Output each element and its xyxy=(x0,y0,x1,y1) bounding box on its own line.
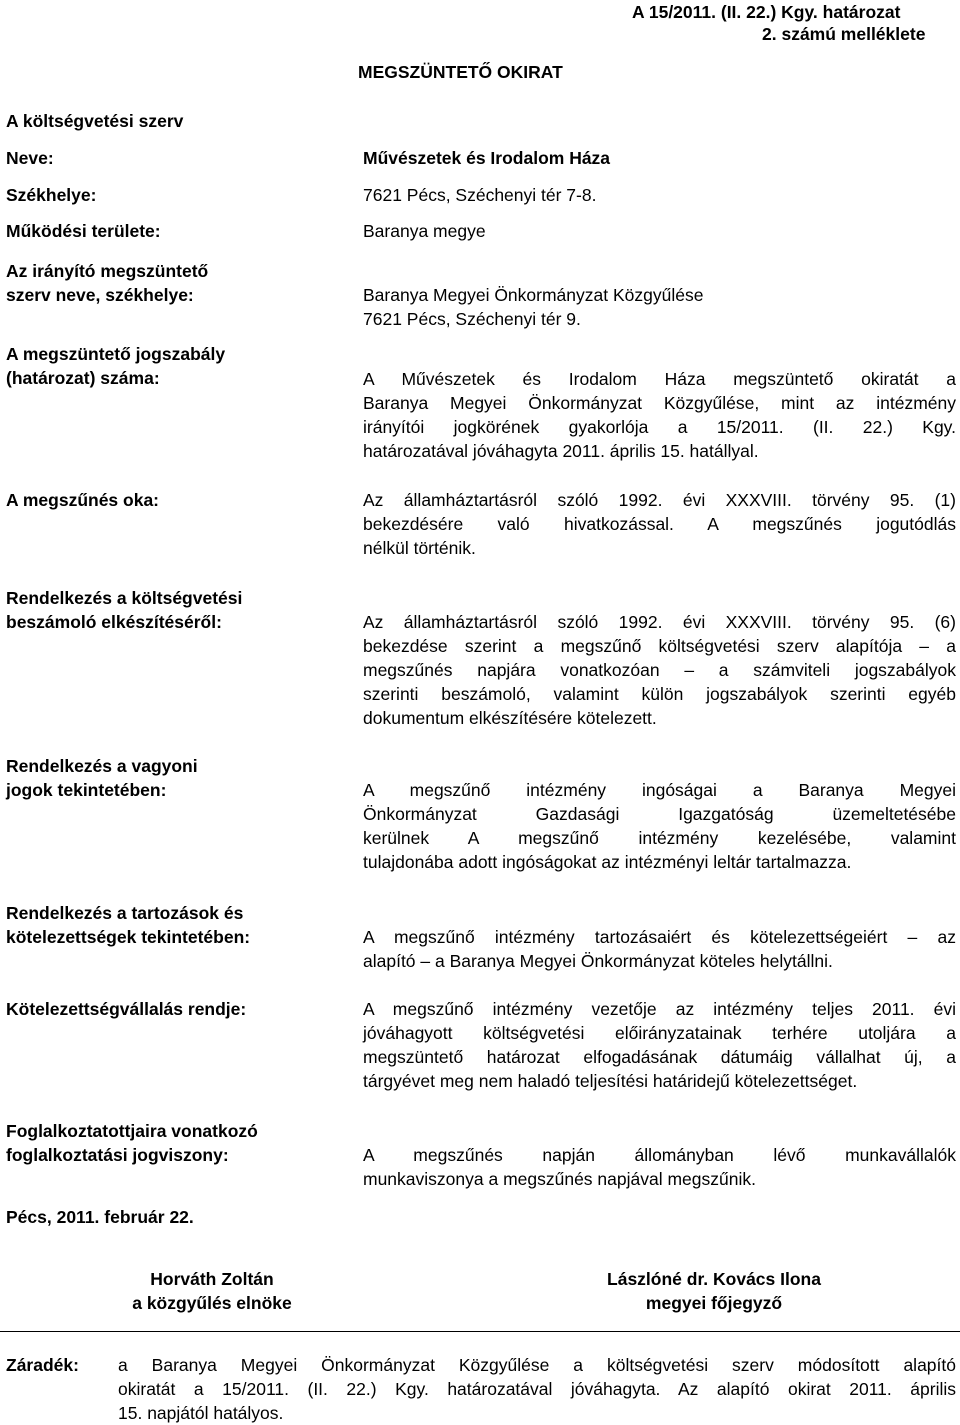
commitment-label: Kötelezettségvállalás rendje: xyxy=(6,999,247,1019)
name-label: Neve: xyxy=(6,148,54,168)
signer-left-name: Horváth Zoltán xyxy=(150,1269,274,1289)
signer-right-title: megyei főjegyző xyxy=(645,1293,783,1313)
signature-left xyxy=(62,1267,362,1315)
debts-value: A megszűnő intézmény tartozásaiért és kötelezettségeiért – az alapító – a Baranya Megyei Önkormányzat köteles helytállni. xyxy=(363,927,956,971)
section-title: A költségvetési szerv xyxy=(6,111,184,131)
reason-label: A megszűnés oka: xyxy=(6,490,160,510)
report-value: Az államháztartásról szóló 1992. évi XXXVIII. törvény 95. (6) bekezdése szerint a megszűnő költségvetési szerv alapítója – a megszűnés napjára vonatkozóan – a számviteli jogszabályok szerinti beszámoló, valamint külön jogszabályok szerinti egyéb dokumentum elkészítésére kötelezett. xyxy=(363,612,956,728)
authority-label: Az irányító megszüntető szerv neve, székhelye: xyxy=(6,261,209,305)
seat-label: Székhelye: xyxy=(6,185,97,205)
clause-label: Záradék: xyxy=(6,1355,79,1375)
assets-label: Rendelkezés a vagyoni jogok tekintetében: xyxy=(6,756,198,800)
debts-label: Rendelkezés a tartozások és kötelezettségek tekintetében: xyxy=(6,903,251,947)
clause-divider xyxy=(0,1331,960,1332)
area-value: Baranya megye xyxy=(363,221,486,241)
area-label: Működési területe: xyxy=(6,221,161,241)
signer-right-name: Lászlóné dr. Kovács Ilona xyxy=(607,1269,821,1289)
signer-left-title: a közgyűlés elnöke xyxy=(132,1293,292,1313)
report-label: Rendelkezés a költségvetési beszámoló elkészítéséről: xyxy=(6,588,243,632)
authority-value: Baranya Megyei Önkormányzat Közgyűlése 7621 Pécs, Széchenyi tér 9. xyxy=(363,285,704,329)
commitment-value: A megszűnő intézmény vezetője az intézmény teljes 2011. évi jóváhagyott költségvetési előirányzatainak terhére utoljára a megszüntető határozat elfogadásának dátumáig vállalhat új, a tárgyévet meg nem haladó teljesítési határidejű kötelezettséget. xyxy=(363,999,956,1091)
employment-value: A megszűnés napján állományban lévő munkavállalók munkaviszonya a megszűnés napjával megszűnik. xyxy=(363,1145,956,1189)
reason-value: Az államháztartásról szóló 1992. évi XXXVIII. törvény 95. (1) bekezdésére való hivatkozással. A megszűnés jogutódlás nélkül történik. xyxy=(363,490,956,558)
employment-label: Foglalkoztatottjaira vonatkozó foglalkoztatási jogviszony: xyxy=(6,1121,258,1165)
name-value: Művészetek és Irodalom Háza xyxy=(363,148,611,168)
clause-text: a Baranya Megyei Önkormányzat Közgyűlése a költségvetési szerv módosított alapító okiratát a 15/2011. (II. 22.) Kgy. határozatával jóváhagyta. Az alapító okirat 2011. április 15. napjától hatályos. xyxy=(118,1355,956,1423)
annex-number: 2. számú melléklete xyxy=(762,24,926,44)
decree-label: A megszüntető jogszabály (határozat) száma: xyxy=(6,344,226,388)
signature-right xyxy=(554,1267,874,1315)
seat-value: 7621 Pécs, Széchenyi tér 7-8. xyxy=(363,185,597,205)
document-title: MEGSZÜNTETŐ OKIRAT xyxy=(358,62,563,82)
decree-value: A Művészetek és Irodalom Háza megszüntető okiratát a Baranya Megyei Önkormányzat Közgyűlése, mint az intézmény irányítói jogkörének gyakorlója a 15/2011. (II. 22.) Kgy. határozatával jóváhagyta 2011. április 15. hatállyal. xyxy=(363,369,956,461)
resolution-reference: A 15/2011. (II. 22.) Kgy. határozat xyxy=(632,2,901,22)
place-date: Pécs, 2011. február 22. xyxy=(6,1207,194,1227)
assets-value: A megszűnő intézmény ingóságai a Baranya Megyei Önkormányzat Gazdasági Igazgatóság üzemeltetésébe kerülnek A megszűnő intézmény kezelésébe, valamint tulajdonába adott ingóságokat az intézményi leltár tartalmazza. xyxy=(363,780,956,872)
